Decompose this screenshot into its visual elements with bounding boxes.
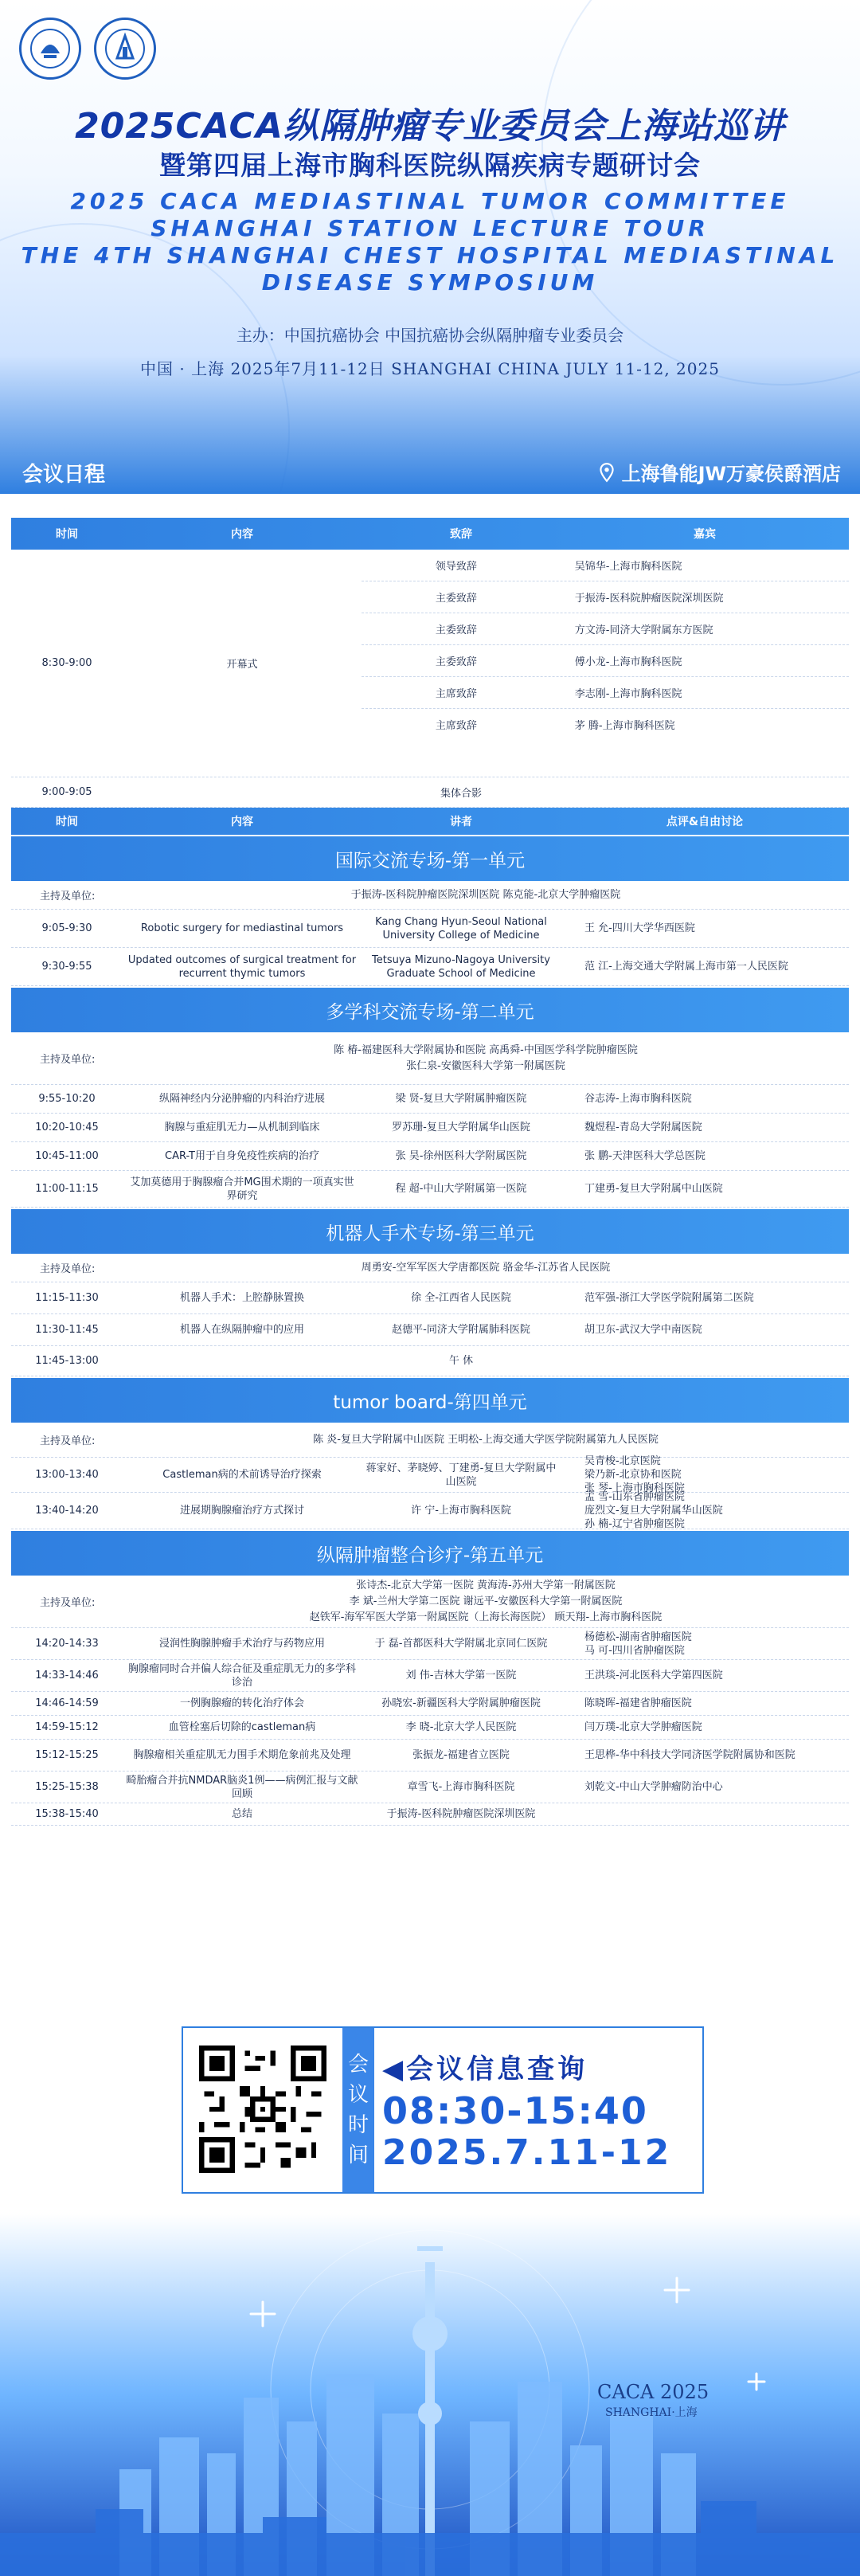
row-speaker: 李 晓-北京大学人民医院 [405, 1721, 517, 1733]
hospital-logo-icon [94, 18, 156, 80]
title-en-line-2: SHANGHAI STATION LECTURE TOUR [150, 215, 710, 241]
footer-brand: CACA 2025 [597, 2381, 710, 2403]
agenda-row [11, 1660, 849, 1692]
row-time: 14:20-14:33 [35, 1638, 99, 1650]
row-speaker: 午 休 [448, 1355, 474, 1367]
speech-role: 主委致辞 [435, 624, 477, 636]
cityscape-illustration [0, 2214, 860, 2576]
discussant-line: 马 可-四川省肿瘤医院 [584, 1644, 685, 1657]
session-title: 国际交流专场-第一单元 [11, 836, 849, 881]
row-discussant: 陈晓晖-福建省肿瘤医院 [584, 1697, 692, 1709]
row-topic: Updated outcomes of surgical treatment for recurrent thymic tumors [127, 953, 357, 980]
chair-line: 陈 椿-福建医科大学附属协和医院 高禹舜-中国医学科学院肿瘤医院 [334, 1043, 638, 1056]
row-time: 10:45-11:00 [35, 1150, 99, 1162]
row-topic: 胸腺与重症肌无力—从机制到临床 [164, 1122, 320, 1133]
opening-speech-row [362, 677, 849, 709]
title-cn-sub: 暨第四届上海市胸科医院纵隔疾病专题研讨会 [159, 150, 701, 181]
session-title: 纵隔肿瘤整合诊疗-第五单元 [11, 1531, 849, 1576]
discussant-line: 孙 楠-辽宁省肿瘤医院 [584, 1518, 685, 1530]
row-speaker: 赵德平-同济大学附属肺科医院 [392, 1324, 530, 1336]
speech-guest: 吴锦华-上海市胸科医院 [574, 561, 682, 573]
opening-block [11, 550, 849, 777]
row-topic: 胸腺瘤同时合并偏人综合征及重症肌无力的多学科诊治 [127, 1662, 356, 1689]
chair-line: 李 斌-兰州大学第二医院 谢远平-安徽医科大学第一附属医院 [349, 1595, 623, 1607]
photo-time: 9:00-9:05 [41, 786, 92, 798]
agenda-row [11, 1771, 849, 1803]
header-speech: 致辞 [450, 528, 472, 541]
discussant-line: 杨德松-湖南省肿瘤医院 [584, 1631, 692, 1643]
session-title: 多学科交流专场-第二单元 [11, 988, 849, 1032]
row-discussant: 王洪琰-河北医科大学第四医院 [584, 1670, 723, 1681]
chair-line: 赵铁军-海军军医大学第一附属医院（上海长海医院） 顾天翔-上海市胸科医院 [309, 1611, 663, 1623]
row-speaker: 梁 贤-复旦大学附属肿瘤医院 [395, 1093, 527, 1105]
opening-speech-list [362, 550, 849, 777]
qr-code-icon[interactable] [199, 2046, 326, 2173]
agenda-row [11, 1628, 849, 1660]
row-speaker: 张振龙-福建省立医院 [412, 1749, 510, 1761]
row-time: 11:00-11:15 [35, 1183, 99, 1195]
opening-speech-row [362, 550, 849, 581]
agenda-row [11, 1346, 849, 1376]
row-topic: Castleman病的术前诱导治疗探索 [162, 1469, 322, 1481]
info-time: 08:30-15:40 [382, 2089, 648, 2132]
chair-label: 主持及单位: [40, 1597, 96, 1609]
header-time: 时间 [56, 528, 78, 541]
row-discussant: 王思桦-华中科技大学同济医学院附属协和医院 [584, 1749, 796, 1761]
chair-line: 张仁泉-安徽医科大学第一附属医院 [406, 1059, 565, 1072]
agenda-table [11, 518, 849, 1826]
row-time: 14:59-15:12 [35, 1721, 99, 1733]
discussant-line: 梁乃新-北京协和医院 [584, 1469, 682, 1481]
meeting-info-text [374, 2028, 702, 2192]
agenda-row [11, 1142, 849, 1171]
session-chairs [11, 881, 849, 910]
row-speaker: 孙晓宏-新疆医科大学附属肿瘤医院 [381, 1697, 541, 1709]
title-en-line-3: THE 4TH SHANGHAI CHEST HOSPITAL MEDIASTINAL [21, 242, 839, 268]
location-pin-icon [596, 462, 617, 483]
chair-label: 主持及单位: [40, 1263, 96, 1275]
row-discussant: 张 鹏-天津医科大学总医院 [584, 1150, 706, 1162]
chair-names [123, 1043, 849, 1075]
chair-line: 陈 炎-复旦大学附属中山医院 王明松-上海交通大学医学院附属第九人民医院 [313, 1433, 659, 1446]
title-en-line-4: DISEASE SYMPOSIUM [261, 269, 599, 296]
opening-speech-row [362, 709, 849, 740]
row-topic: 总结 [231, 1808, 252, 1820]
chair-names [123, 1260, 849, 1276]
agenda-row [11, 1493, 849, 1529]
row-topic: 纵隔神经内分泌肿瘤的内科治疗进展 [158, 1093, 325, 1105]
row-time: 13:00-13:40 [35, 1469, 99, 1481]
agenda-row [11, 1455, 849, 1494]
host-organizers: 主办：中国抗癌协会 中国抗癌协会纵隔肿瘤专业委员会 [236, 326, 624, 345]
agenda-row [11, 1085, 849, 1114]
row-time: 9:55-10:20 [38, 1093, 96, 1105]
row-topic: 一例胸腺瘤的转化治疗体会 [179, 1697, 304, 1709]
header-discussion: 点评&自由讨论 [666, 816, 744, 828]
session-chairs [11, 1032, 849, 1085]
agenda-row [11, 1282, 849, 1314]
agenda-row [11, 1114, 849, 1142]
agenda-row [11, 910, 849, 948]
row-speaker: 罗苏珊-复旦大学附属华山医院 [392, 1122, 530, 1133]
agenda-row [11, 1692, 849, 1716]
row-discussant: 胡卫东-武汉大学中南医院 [584, 1324, 702, 1336]
title-cn-main: 2025CACA纵隔肿瘤专业委员会上海站巡讲 [75, 106, 785, 147]
row-speaker: 张 昊-徐州医科大学附属医院 [395, 1150, 527, 1162]
sessions [11, 836, 849, 1826]
row-topic: CAR-T用于自身免疫性疾病的治疗 [165, 1150, 319, 1162]
agenda-row [11, 1803, 849, 1826]
row-discussant: 谷志涛-上海市胸科医院 [584, 1093, 692, 1105]
photo-row [11, 777, 849, 808]
table-header-2 [11, 808, 849, 835]
footer-cityscape [0, 2214, 860, 2576]
row-time: 15:12-15:25 [35, 1749, 99, 1761]
footer-city: SHANGHAI·上海 [605, 2406, 698, 2419]
header-guest: 嘉宾 [694, 528, 716, 541]
row-discussant [561, 1631, 849, 1658]
row-discussant [561, 1454, 849, 1495]
session-chairs [11, 1254, 849, 1282]
row-speaker: 于 磊-首都医科大学附属北京同仁医院 [374, 1638, 548, 1650]
row-time: 11:30-11:45 [35, 1324, 99, 1336]
header-time: 时间 [56, 816, 78, 828]
photo-label: 集体合影 [440, 788, 482, 800]
chair-names [123, 1432, 849, 1448]
session-chairs [11, 1423, 849, 1458]
opening-topic: 开幕式 [226, 659, 258, 671]
row-discussant: 范 江-上海交通大学附属上海市第一人民医院 [584, 961, 788, 973]
discussant-line: 庞烈文-复旦大学附属华山医院 [584, 1505, 723, 1517]
speech-guest: 茅 腾-上海市胸科医院 [574, 720, 675, 732]
row-speaker: 章雪飞-上海市胸科医院 [407, 1781, 515, 1793]
chair-names [123, 1578, 849, 1626]
row-topic: 机器人在纵隔肿瘤中的应用 [179, 1324, 304, 1336]
discussant-line: 张 琴-上海市胸科医院 [584, 1482, 685, 1494]
session-title: tumor board-第四单元 [11, 1378, 849, 1423]
row-time: 11:15-11:30 [35, 1292, 99, 1304]
chair-line: 于振涛-医科院肿瘤医院深圳医院 陈克能-北京大学肿瘤医院 [350, 888, 621, 901]
row-time: 15:38-15:40 [35, 1808, 99, 1820]
row-time: 9:30-9:55 [41, 961, 92, 973]
agenda-row [11, 1314, 849, 1346]
opening-speech-row [362, 613, 849, 645]
speech-guest: 于振涛-医科院肿瘤医院深圳医院 [574, 593, 724, 605]
row-speaker: 许 宁-上海市胸科医院 [411, 1505, 511, 1517]
header-speaker: 讲者 [450, 816, 472, 828]
row-discussant: 范军强-浙江大学医学院附属第二医院 [584, 1292, 754, 1304]
chair-label: 主持及单位: [40, 891, 96, 902]
chair-label: 主持及单位: [40, 1054, 96, 1066]
row-time: 10:20-10:45 [35, 1122, 99, 1133]
row-discussant: 丁建勇-复旦大学附属中山医院 [584, 1183, 723, 1195]
venue [596, 458, 841, 486]
row-topic: 机器人手术：上腔静脉置换 [179, 1292, 304, 1304]
row-discussant: 魏煜程-青岛大学附属医院 [584, 1122, 702, 1133]
row-speaker: Kang Chang Hyun-Seoul National University College of Medicine [375, 915, 547, 942]
row-discussant [561, 1490, 849, 1531]
logo-group [19, 18, 156, 80]
speech-guest: 傅小龙-上海市胸科医院 [574, 656, 682, 668]
header-topic: 内容 [231, 528, 253, 541]
speech-role: 主席致辞 [435, 720, 477, 732]
speech-guest: 方文涛-同济大学附属东方医院 [574, 624, 713, 636]
agenda-row [11, 1171, 849, 1208]
row-topic: 浸润性胸腺肿瘤手术治疗与药物应用 [158, 1638, 325, 1650]
session-chairs [11, 1576, 849, 1628]
speech-role: 主委致辞 [435, 593, 477, 605]
row-time: 11:45-13:00 [35, 1355, 99, 1367]
row-speaker: 程 超-中山大学附属第一医院 [395, 1183, 527, 1195]
speech-role: 主委致辞 [435, 656, 477, 668]
venue-name: 上海鲁能JW万豪侯爵酒店 [621, 463, 841, 485]
agenda-label: 会议日程 [22, 463, 106, 487]
header-topic: 内容 [231, 816, 253, 828]
row-speaker: 刘 伟-吉林大学第一医院 [405, 1670, 517, 1681]
meeting-time-vertical-label: 会 议 时 间 [342, 2028, 374, 2192]
row-time: 14:46-14:59 [35, 1697, 99, 1709]
speech-role: 主席致辞 [435, 688, 477, 700]
row-topic: 进展期胸腺瘤治疗方式探讨 [179, 1505, 304, 1517]
row-discussant: 刘乾文-中山大学肿瘤防治中心 [584, 1781, 723, 1793]
row-topic: 艾加莫德用于胸腺瘤合并MG围术期的一项真实世界研究 [130, 1176, 354, 1202]
meeting-info-box [182, 2026, 704, 2194]
row-time: 14:33-14:46 [35, 1670, 99, 1681]
row-discussant: 王 允-四川大学华西医院 [584, 922, 695, 934]
row-topic: Robotic surgery for mediastinal tumors [140, 922, 344, 934]
opening-time: 8:30-9:00 [41, 657, 92, 669]
opening-speech-row [362, 645, 849, 677]
speech-guest: 李志刚-上海市胸科医院 [574, 688, 682, 700]
title-en-line-1: 2025 CACA MEDIASTINAL TUMOR COMMITTEE [70, 188, 790, 214]
chair-line: 张诗杰-北京大学第一医院 黄海涛-苏州大学第一附属医院 [356, 1579, 616, 1591]
discussant-line: 孟 雪-山东省肿瘤医院 [584, 1491, 685, 1503]
row-speaker: Tetsuya Mizuno-Nagoya University Graduate School of Medicine [372, 953, 550, 980]
row-topic: 血管栓塞后切除的castleman病 [168, 1721, 316, 1733]
event-date-location: 中国 · 上海 2025年7月11-12日 SHANGHAI CHINA JULY 11-12, 2025 [140, 359, 720, 378]
caca-logo-icon [19, 18, 81, 80]
discussant-line: 吴青梭-北京医院 [584, 1455, 661, 1467]
table-header [11, 518, 849, 550]
info-date: 2025.7.11-12 [382, 2132, 672, 2173]
row-speaker: 于振涛-医科院肿瘤医院深圳医院 [386, 1808, 536, 1820]
chair-names [123, 887, 849, 903]
agenda-row [11, 1740, 849, 1771]
row-topic: 胸腺瘤相关重症肌无力围手术期危象前兆及处理 [133, 1749, 351, 1761]
agenda-row [11, 948, 849, 986]
speech-role: 领导致辞 [435, 561, 477, 573]
row-discussant: 闫万璞-北京大学肿瘤医院 [584, 1721, 702, 1733]
row-speaker: 蒋家好、茅晓婷、丁建勇-复旦大学附属中山医院 [366, 1462, 557, 1488]
chair-line: 周勇安-空军军医大学唐都医院 骆金华-江苏省人民医院 [361, 1261, 611, 1274]
row-time: 15:25-15:38 [35, 1781, 99, 1793]
row-topic: 畸胎瘤合并抗NMDAR脑炎1例——病例汇报与文献回顾 [126, 1774, 358, 1800]
info-query-label: ◀会议信息查询 [382, 2053, 588, 2085]
chair-label: 主持及单位: [40, 1435, 96, 1447]
row-time: 13:40-14:20 [35, 1505, 99, 1517]
opening-speech-row [362, 581, 849, 613]
row-time: 9:05-9:30 [41, 922, 92, 934]
agenda-row [11, 1716, 849, 1740]
row-speaker: 徐 全-江西省人民医院 [411, 1292, 511, 1304]
session-title: 机器人手术专场-第三单元 [11, 1209, 849, 1254]
